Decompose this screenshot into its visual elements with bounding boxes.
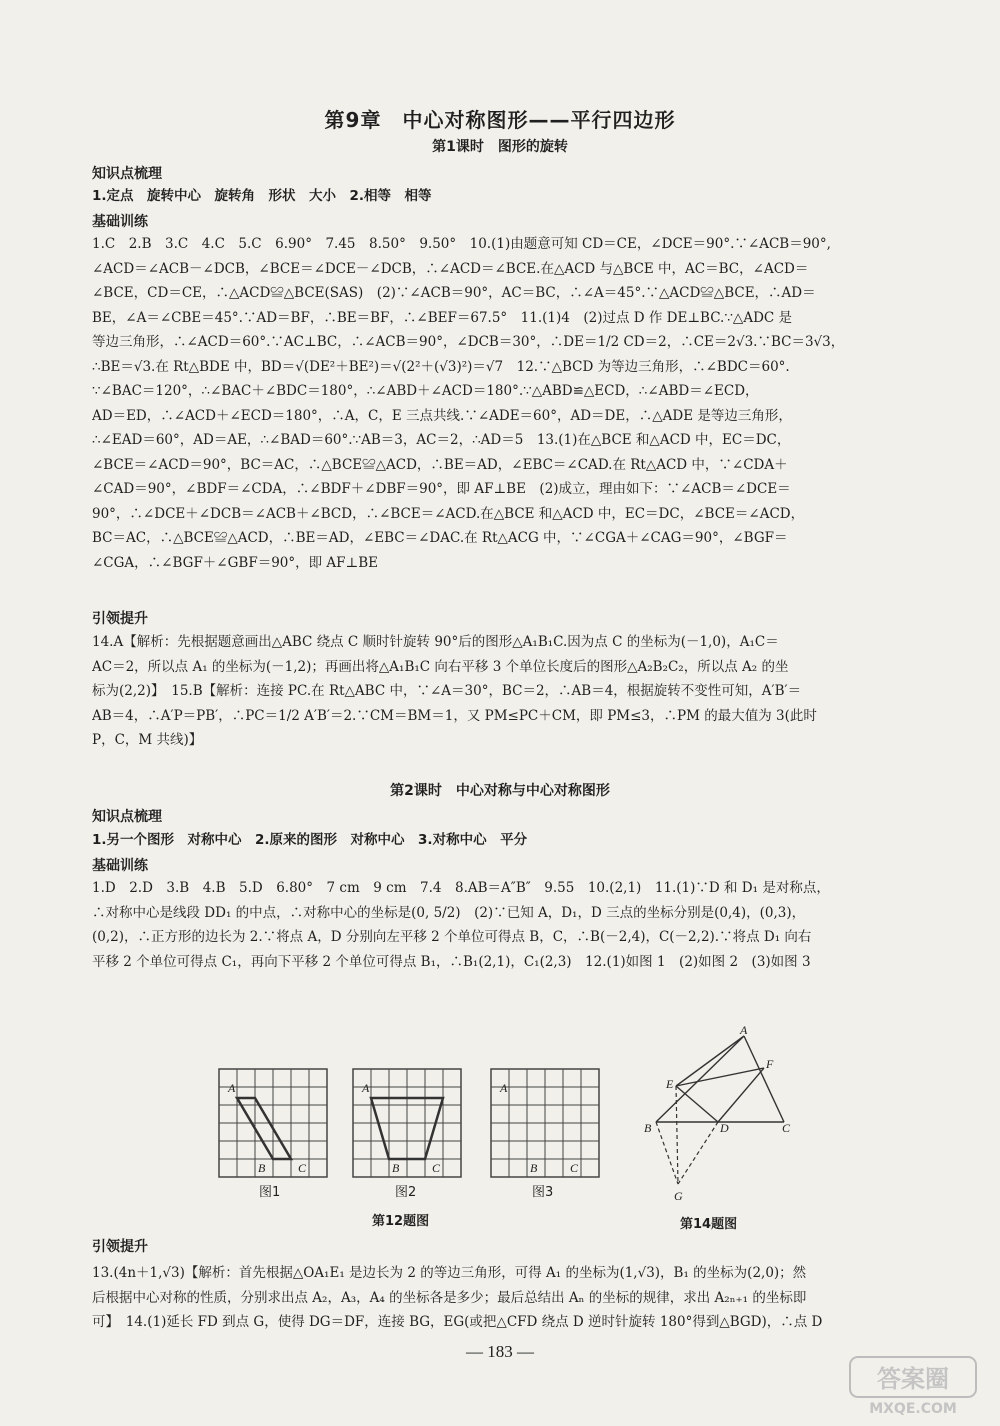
knowledge-line: 1.另一个图形 对称中心 2.原来的图形 对称中心 3.对称中心 平分 [92,832,528,848]
label-C: C [570,1161,579,1175]
label-A: A [228,1081,236,1095]
watermark-logo [848,1355,978,1419]
watermark-text: 答案圈 [877,1365,949,1393]
figure-1-caption: 图1 [259,1185,281,1200]
text-line: ∠CGA，∴∠BGF＋∠GBF＝90°，即 AF⊥BE [92,554,378,571]
text-line: ∠BCE＝∠ACD＝90°，BC＝AC，∴△BCE≌△ACD，∴BE＝AD，∠EBC＝∠CAD.在 Rt△ACD 中，∵∠CDA＋ [92,456,788,473]
lesson2-title: 第2课时 中心对称与中心对称图形 [390,783,610,799]
text-line: ∠ACD＝∠ACB－∠DCB，∠BCE＝∠DCE－∠DCB，∴∠ACD＝∠BCE.在△ACD 与△BCE 中，AC＝BC，∠ACD＝ [92,260,809,277]
lesson1-knowledge-text [92,184,918,209]
label-A: A [362,1081,370,1095]
text-line: 1.C 2.B 3.C 4.C 5.C 6.90° 7.45 8.50° 9.50° 10.(1)由题意可知 CD＝CE，∠DCE＝90°.∵∠ACB＝90°, [92,236,831,252]
label-E: E [666,1077,674,1091]
text-line: 13.(4n＋1,√3)【解析：首先根据△OA₁E₁ 是边长为 2 的等边三角形，可得 A₁ 的坐标为(1,√3)，B₁ 的坐标为(2,0)；然 [92,1265,807,1281]
label-C: C [782,1121,791,1135]
figure-2-grid [352,1068,462,1178]
page-number: — 183 — [466,1342,534,1361]
watermark-sub: MXQE.COM [869,1401,957,1417]
text-line: ∴BE＝√3.在 Rt△BDE 中，BD＝√(DE²＋BE²)＝√(2²＋(√3)²)＝√7 12.∵△BCD 为等边三角形，∴∠BDC＝60°. [92,358,790,375]
lesson2-knowledge-text [92,828,918,853]
text-line: 后根据中心对称的性质，分别求出点 A₂，A₃，A₄ 的坐标各是多少；最后总结出 Aₙ 的坐标的规律，求出 A₂ₙ₊₁ 的坐标即 [92,1289,807,1306]
text-line: P，C，M 共线)】 [92,732,203,748]
text-line: ∠BCE，CD＝CE，∴△ACD≌△BCE(SAS) (2)∵∠ACB＝90°，AC＝BC，∴∠A＝45°.∵△ACD≌△BCE，∴AD＝ [92,285,816,301]
label-C: C [432,1161,441,1175]
label-C: C [298,1161,307,1175]
text-line: 标为(2,2)】 15.B【解析：连接 PC.在 Rt△ABC 中，∵∠A＝30°，BC＝2，∴AB＝4，根据旋转不变性可知，A′B′＝ [92,683,802,699]
lesson1-basic-heading: 基础训练 [92,214,148,230]
lesson2-basic-heading: 基础训练 [92,858,148,874]
lesson1-basic-text [92,232,918,575]
lesson1-knowledge-heading: 知识点梳理 [92,166,162,182]
lesson2-basic-text [92,876,918,974]
text-line: AD＝ED，∴∠ACD＋∠ECD＝180°，∴A，C，E 三点共线.∵∠ADE＝60°，AD＝DE，∴△ADE 是等边三角形， [92,407,792,424]
text-line: BE，∠A＝∠CBE＝45°.∵AD＝BF，∴BE＝BF，∴∠BEF＝67.5° 11.(1)4 (2)过点 D 作 DE⊥BC.∵△ADC 是 [92,309,793,326]
label-A: A [740,1024,748,1037]
label-B: B [530,1161,538,1175]
lesson1-title: 第1课时 图形的旋转 [432,139,568,155]
figure-3-grid [490,1068,600,1178]
text-line: 14.A【解析：先根据题意画出△ABC 绕点 C 顺时针旋转 90°后的图形△A₁B₁C.因为点 C 的坐标为(－1,0)，A₁C＝ [92,634,779,650]
text-line: ∴∠EAD＝60°，AD＝AE，∴∠BAD＝60°.∵AB＝3，AC＝2，∴AD＝5 13.(1)在△BCE 和△ACD 中，EC＝DC， [92,432,791,448]
lesson2-lead-text [92,1261,918,1335]
text-line: ∴对称中心是线段 DD₁ 的中点，∴对称中心的坐标是(0, 5/2) (2)∵已知 A，D₁，D 三点的坐标分别是(0,4)，(0,3)， [92,904,806,921]
text-line: 1.D 2.D 3.B 4.B 5.D 6.80° 7 cm 9 cm 7.4 8.AB＝A″B″ 9.55 10.(2,1) 11.(1)∵D 和 D₁ 是对称点， [92,880,830,896]
knowledge-line: 1.定点 旋转中心 旋转角 形状 大小 2.相等 相等 [92,188,432,204]
figure-1-grid [218,1068,328,1178]
text-line: BC＝AC，∴△BCE≌△ACD，∴BE＝AD，∠EBC＝∠DAC.在 Rt△ACG 中，∵∠CGA＋∠CAG＝90°，∠BGF＝ [92,530,788,546]
label-G: G [674,1189,683,1203]
label-A: A [500,1081,508,1095]
figure-14-title: 第14题图 [680,1217,738,1232]
chapter-title: 第9章 中心对称图形——平行四边形 [324,108,676,132]
text-line: ∵∠BAC＝120°，∴∠BAC＋∠BDC＝180°，∴∠ABD＋∠ACD＝180°.∵△ABD≌△ECD，∴∠ABD＝∠ECD， [92,383,759,399]
figure-12-title: 第12题图 [372,1214,430,1229]
text-line: AC＝2，所以点 A₁ 的坐标为(－1,2)；再画出将△A₁B₁C 向右平移 3 个单位长度后的图形△A₂B₂C₂，所以点 A₂ 的坐 [92,658,789,675]
figure-14-triangle [636,1024,806,1208]
text-line: 平移 2 个单位可得点 C₁，再向下平移 2 个单位可得点 B₁，∴B₁(2,1)，C₁(2,3) 12.(1)如图 1 (2)如图 2 (3)如图 3 [92,953,811,970]
text-line: 可】 14.(1)延长 FD 到点 G，使得 DG＝DF，连接 BG，EG(或把△CFD 绕点 D 逆时针旋转 180°得到△BGD)，∴点 D [92,1314,823,1330]
text-line: 90°，∴∠DCE＋∠DCB＝∠ACB＋∠BCD，∴∠BCE＝∠ACD.在△BCE 和△ACD 中，EC＝DC，∠BCE＝∠ACD， [92,505,805,522]
lesson1-lead-heading: 引领提升 [92,611,148,627]
label-B: B [392,1161,400,1175]
lesson2-lead-heading: 引领提升 [92,1239,148,1255]
lesson1-lead-text [92,630,918,753]
text-line: (0,2)，∴正方形的边长为 2.∵将点 A，D 分别向左平移 2 个单位可得点 B，C，∴B(－2,4)，C(－2,2).∵将点 D₁ 向右 [92,929,812,945]
lesson2-knowledge-heading: 知识点梳理 [92,809,162,825]
text-line: AB＝4，∴A′P＝PB′，∴PC＝1/2 A′B′＝2.∵CM＝BM＝1，又 PM≤PC＋CM，即 PM≤3，∴PM 的最大值为 3(此时 [92,707,817,724]
figure-2-caption: 图2 [395,1185,417,1200]
label-F: F [766,1057,774,1071]
text-line: ∠CAD＝90°，∠BDF＝∠CDA，∴∠BDF＋∠DBF＝90°，即 AF⊥BE (2)成立，理由如下：∵∠ACB＝∠DCE＝ [92,481,791,497]
label-B: B [258,1161,266,1175]
label-D: D [720,1121,729,1135]
figure-3-caption: 图3 [532,1185,554,1200]
label-B: B [644,1121,652,1135]
text-line: 等边三角形，∴∠ACD＝60°.∵AC⊥BC，∴∠ACB＝90°，∠DCB＝30°，∴DE＝1/2 CD＝2，∴CE＝2√3.∵BC＝3√3， [92,334,845,350]
